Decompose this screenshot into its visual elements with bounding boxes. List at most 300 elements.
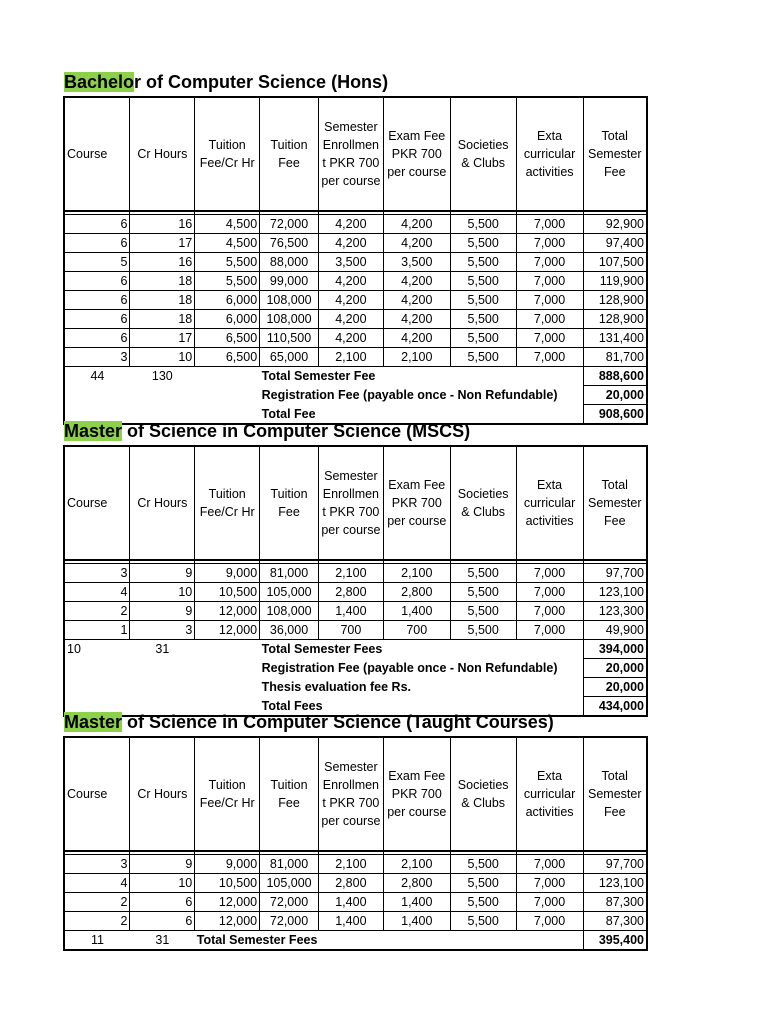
cell-course: 2 xyxy=(64,893,130,912)
summary-label: Thesis evaluation fee Rs. xyxy=(261,680,411,694)
taught-title-rest: of Science in Computer Science (Taught Courses) xyxy=(122,712,554,732)
cell-extra: 7,000 xyxy=(516,564,583,583)
cell-tuition-fee: 81,000 xyxy=(260,564,319,583)
header-extra-curricular xyxy=(516,97,583,211)
taught-body xyxy=(64,851,647,950)
summary-value: 20,000 xyxy=(583,678,647,697)
empty-cell xyxy=(195,367,260,386)
cell-enrollment: 1,400 xyxy=(318,912,383,931)
header-line: Enrollmen xyxy=(322,778,380,792)
summary-row xyxy=(64,678,647,697)
header-total-semester-fee xyxy=(583,737,647,851)
cell-exam-fee: 4,200 xyxy=(383,215,450,234)
cell-course: 3 xyxy=(64,348,130,367)
cell-cr-hours: 10 xyxy=(130,348,195,367)
cell-tuition-rate: 12,000 xyxy=(195,621,260,640)
header-tuition-fee xyxy=(260,97,319,211)
cell-course: 6 xyxy=(64,329,130,348)
cell-extra: 7,000 xyxy=(516,215,583,234)
header-extra-curricular xyxy=(516,446,583,560)
total-courses: 11 xyxy=(64,931,130,951)
table-row xyxy=(64,564,647,583)
header-line: Tuition xyxy=(208,138,246,152)
total-courses: 10 xyxy=(64,640,130,659)
header-line: Enrollmen xyxy=(322,487,380,501)
summary-label: Total Fee xyxy=(260,405,583,425)
header-course: Course xyxy=(64,97,130,211)
cell-societies: 5,500 xyxy=(450,272,516,291)
cell-extra: 7,000 xyxy=(516,272,583,291)
cell-exam-fee: 2,100 xyxy=(383,855,450,874)
cell-exam-fee: 4,200 xyxy=(383,329,450,348)
summary-value: 395,400 xyxy=(583,931,647,951)
header-line: & Clubs xyxy=(461,505,506,519)
header-line: Semester xyxy=(588,496,642,510)
header-row xyxy=(64,737,647,851)
header-line: per course xyxy=(321,523,381,537)
header-course: Course xyxy=(64,737,130,851)
header-line: t PKR 700 xyxy=(322,505,380,519)
cell-enrollment: 2,100 xyxy=(318,564,383,583)
cell-course: 6 xyxy=(64,272,130,291)
table-row xyxy=(64,291,647,310)
header-line: t PKR 700 xyxy=(322,156,380,170)
cell-enrollment: 4,200 xyxy=(318,310,383,329)
cell-societies: 5,500 xyxy=(450,329,516,348)
cell-exam-fee: 2,100 xyxy=(383,348,450,367)
cell-societies: 5,500 xyxy=(450,855,516,874)
cell-societies: 5,500 xyxy=(450,621,516,640)
cell-extra: 7,000 xyxy=(516,912,583,931)
total-cr-hours: 130 xyxy=(151,369,173,384)
table-row xyxy=(64,874,647,893)
header-line: PKR 700 xyxy=(391,496,442,510)
cell-tuition-rate: 12,000 xyxy=(195,912,260,931)
cell-total: 131,400 xyxy=(583,329,647,348)
cell-tuition-fee: 88,000 xyxy=(260,253,319,272)
header-line: Exam Fee xyxy=(388,478,446,492)
taught-header xyxy=(64,737,647,851)
header-line: Enrollmen xyxy=(322,138,380,152)
header-line: Exta xyxy=(537,769,563,783)
header-line: Exta xyxy=(537,478,563,492)
cell-course: 2 xyxy=(64,912,130,931)
table-row xyxy=(64,234,647,253)
total-cr-hours: 31 xyxy=(155,642,170,657)
cell-tuition-rate: 6,000 xyxy=(195,310,260,329)
cell-tuition-fee: 76,500 xyxy=(260,234,319,253)
table-row xyxy=(64,621,647,640)
table-row xyxy=(64,893,647,912)
table-row xyxy=(64,329,647,348)
header-line: per course xyxy=(321,814,381,828)
cell-extra: 7,000 xyxy=(516,329,583,348)
header-line: Societies xyxy=(457,778,509,792)
cell-exam-fee: 1,400 xyxy=(383,893,450,912)
header-enrollment xyxy=(318,97,383,211)
header-tuition-rate xyxy=(195,97,260,211)
header-line: Fee xyxy=(278,505,300,519)
header-line: Exta xyxy=(537,129,563,143)
bcs-header xyxy=(64,97,647,211)
cell-exam-fee: 4,200 xyxy=(383,272,450,291)
cell-cr-hours: 9 xyxy=(130,564,195,583)
header-line: curricular xyxy=(523,787,576,801)
cell-extra: 7,000 xyxy=(516,621,583,640)
summary-row xyxy=(64,931,647,951)
cell-extra: 7,000 xyxy=(516,253,583,272)
cell-enrollment: 1,400 xyxy=(318,602,383,621)
header-exam-fee xyxy=(383,446,450,560)
cell-societies: 5,500 xyxy=(450,874,516,893)
header-line: & Clubs xyxy=(461,156,506,170)
mscs-body xyxy=(64,560,647,716)
cell-tuition-fee: 105,000 xyxy=(260,583,319,602)
cell-tuition-fee: 65,000 xyxy=(260,348,319,367)
header-line: Tuition xyxy=(208,778,246,792)
bcs-fee-table xyxy=(63,96,648,425)
table-row xyxy=(64,855,647,874)
header-line: Fee xyxy=(278,796,300,810)
mscs-title-rest: of Science in Computer Science (MSCS) xyxy=(122,421,471,441)
header-line: PKR 700 xyxy=(391,787,442,801)
header-line: per course xyxy=(387,165,447,179)
taught-fee-table xyxy=(63,736,648,951)
cell-cr-hours: 16 xyxy=(130,215,195,234)
cell-cr-hours: 6 xyxy=(130,893,195,912)
cell-course: 5 xyxy=(64,253,130,272)
cell-enrollment: 4,200 xyxy=(318,329,383,348)
table-row xyxy=(64,310,647,329)
header-line: Fee xyxy=(603,165,626,179)
summary-label: Total Semester Fee xyxy=(261,369,376,384)
cell-tuition-fee: 72,000 xyxy=(260,893,319,912)
summary-row xyxy=(64,659,647,678)
cell-total: 92,900 xyxy=(583,215,647,234)
summary-label: Registration Fee (payable once - Non Refundable) xyxy=(261,388,558,402)
summary-value: 20,000 xyxy=(583,386,647,405)
cell-course: 6 xyxy=(64,310,130,329)
cell-cr-hours: 18 xyxy=(130,310,195,329)
header-line: activities xyxy=(525,165,574,179)
bcs-title-rest: r of Computer Science (Hons) xyxy=(134,72,389,92)
cell-course: 6 xyxy=(64,215,130,234)
cell-enrollment: 2,800 xyxy=(318,874,383,893)
cell-tuition-rate: 6,500 xyxy=(195,348,260,367)
header-enrollment xyxy=(318,446,383,560)
cell-enrollment: 2,800 xyxy=(318,583,383,602)
summary-label: Total Semester Fees xyxy=(261,642,383,657)
cell-cr-hours: 17 xyxy=(130,234,195,253)
header-line: Total xyxy=(601,129,628,143)
cell-total: 49,900 xyxy=(583,621,647,640)
cell-tuition-fee: 108,000 xyxy=(260,291,319,310)
cell-exam-fee: 2,100 xyxy=(383,564,450,583)
cell-extra: 7,000 xyxy=(516,348,583,367)
summary-value: 20,000 xyxy=(583,659,647,678)
cell-extra: 7,000 xyxy=(516,583,583,602)
total-courses: 44 xyxy=(64,367,130,386)
cell-enrollment: 2,100 xyxy=(318,855,383,874)
empty-cell xyxy=(130,659,195,678)
cell-societies: 5,500 xyxy=(450,912,516,931)
cell-extra: 7,000 xyxy=(516,855,583,874)
summary-value: 394,000 xyxy=(583,640,647,659)
header-extra-curricular xyxy=(516,737,583,851)
cell-tuition-fee: 72,000 xyxy=(260,912,319,931)
cell-extra: 7,000 xyxy=(516,874,583,893)
table-row xyxy=(64,272,647,291)
empty-cell xyxy=(195,386,260,405)
header-cr-hours: Cr Hours xyxy=(130,446,195,560)
table-row xyxy=(64,348,647,367)
cell-extra: 7,000 xyxy=(516,291,583,310)
cell-cr-hours: 3 xyxy=(130,621,195,640)
cell-tuition-rate: 10,500 xyxy=(195,874,260,893)
cell-enrollment: 4,200 xyxy=(318,272,383,291)
summary-row xyxy=(64,367,647,386)
cell-societies: 5,500 xyxy=(450,215,516,234)
header-total-semester-fee xyxy=(583,446,647,560)
cell-enrollment: 1,400 xyxy=(318,893,383,912)
cell-tuition-rate: 6,500 xyxy=(195,329,260,348)
cell-societies: 5,500 xyxy=(450,291,516,310)
header-exam-fee xyxy=(383,97,450,211)
header-line: Fee/Cr Hr xyxy=(199,505,255,519)
cell-tuition-rate: 10,500 xyxy=(195,583,260,602)
mscs-title xyxy=(64,419,470,444)
cell-course: 4 xyxy=(64,583,130,602)
header-line: activities xyxy=(525,514,574,528)
header-line: Fee/Cr Hr xyxy=(199,156,255,170)
cell-societies: 5,500 xyxy=(450,348,516,367)
empty-cell xyxy=(64,678,130,697)
cell-tuition-rate: 12,000 xyxy=(195,893,260,912)
taught-title-highlight: Master xyxy=(64,712,123,732)
header-line: Semester xyxy=(588,147,642,161)
empty-cell xyxy=(64,386,130,405)
cell-enrollment: 700 xyxy=(318,621,383,640)
cell-total: 119,900 xyxy=(583,272,647,291)
empty-cell xyxy=(64,659,130,678)
header-line: per course xyxy=(387,805,447,819)
bcs-body xyxy=(64,211,647,424)
header-line: Tuition xyxy=(270,487,308,501)
cell-tuition-fee: 72,000 xyxy=(260,215,319,234)
summary-row xyxy=(64,386,647,405)
cell-exam-fee: 1,400 xyxy=(383,602,450,621)
header-line: curricular xyxy=(523,496,576,510)
empty-cell xyxy=(195,659,260,678)
cell-exam-fee: 2,800 xyxy=(383,874,450,893)
cell-exam-fee: 2,800 xyxy=(383,583,450,602)
mscs-header xyxy=(64,446,647,560)
cell-tuition-fee: 36,000 xyxy=(260,621,319,640)
cell-tuition-rate: 4,500 xyxy=(195,215,260,234)
bcs-title xyxy=(64,70,388,95)
cell-course: 3 xyxy=(64,855,130,874)
header-tuition-rate xyxy=(195,446,260,560)
header-line: Semester xyxy=(588,787,642,801)
header-line: t PKR 700 xyxy=(322,796,380,810)
cell-societies: 5,500 xyxy=(450,602,516,621)
header-line: Exam Fee xyxy=(388,769,446,783)
cell-societies: 5,500 xyxy=(450,234,516,253)
header-line: Semester xyxy=(324,760,378,774)
cell-tuition-fee: 110,500 xyxy=(260,329,319,348)
empty-cell xyxy=(130,678,195,697)
cell-total: 81,700 xyxy=(583,348,647,367)
header-cr-hours: Cr Hours xyxy=(130,737,195,851)
cell-cr-hours: 10 xyxy=(130,874,195,893)
cell-total: 97,700 xyxy=(583,855,647,874)
cell-extra: 7,000 xyxy=(516,310,583,329)
cell-course: 1 xyxy=(64,621,130,640)
cell-tuition-fee: 81,000 xyxy=(260,855,319,874)
cell-exam-fee: 1,400 xyxy=(383,912,450,931)
cell-societies: 5,500 xyxy=(450,310,516,329)
cell-total: 97,700 xyxy=(583,564,647,583)
summary-row xyxy=(64,640,647,659)
cell-tuition-rate: 5,500 xyxy=(195,272,260,291)
cell-tuition-rate: 9,000 xyxy=(195,855,260,874)
summary-value: 908,600 xyxy=(583,405,647,425)
empty-cell xyxy=(195,640,260,659)
header-line: Total xyxy=(601,769,628,783)
cell-tuition-rate: 9,000 xyxy=(195,564,260,583)
cell-societies: 5,500 xyxy=(450,893,516,912)
header-line: Fee xyxy=(278,156,300,170)
cell-extra: 7,000 xyxy=(516,602,583,621)
cell-tuition-fee: 99,000 xyxy=(260,272,319,291)
cell-societies: 5,500 xyxy=(450,253,516,272)
cell-total: 97,400 xyxy=(583,234,647,253)
cell-tuition-rate: 12,000 xyxy=(195,602,260,621)
cell-course: 3 xyxy=(64,564,130,583)
table-row xyxy=(64,253,647,272)
cell-exam-fee: 700 xyxy=(383,621,450,640)
header-line: Tuition xyxy=(270,138,308,152)
cell-extra: 7,000 xyxy=(516,893,583,912)
cell-total: 123,100 xyxy=(583,874,647,893)
mscs-fee-table xyxy=(63,445,648,717)
cell-cr-hours: 9 xyxy=(130,855,195,874)
header-line: per course xyxy=(387,514,447,528)
cell-societies: 5,500 xyxy=(450,564,516,583)
cell-cr-hours: 10 xyxy=(130,583,195,602)
header-row xyxy=(64,97,647,211)
cell-cr-hours: 9 xyxy=(130,602,195,621)
header-line: Fee/Cr Hr xyxy=(199,796,255,810)
header-line: Societies xyxy=(457,138,509,152)
cell-cr-hours: 18 xyxy=(130,272,195,291)
cell-exam-fee: 4,200 xyxy=(383,291,450,310)
empty-cell xyxy=(195,678,260,697)
cell-tuition-fee: 105,000 xyxy=(260,874,319,893)
header-line: Semester xyxy=(324,120,378,134)
cell-exam-fee: 3,500 xyxy=(383,253,450,272)
cell-tuition-fee: 108,000 xyxy=(260,602,319,621)
header-line: Total xyxy=(601,478,628,492)
summary-label: Total Semester Fees xyxy=(195,931,583,951)
header-line: Semester xyxy=(324,469,378,483)
cell-societies: 5,500 xyxy=(450,583,516,602)
summary-value: 888,600 xyxy=(583,367,647,386)
total-cr-hours: 31 xyxy=(130,931,195,951)
header-tuition-fee xyxy=(260,446,319,560)
cell-tuition-fee: 108,000 xyxy=(260,310,319,329)
cell-enrollment: 4,200 xyxy=(318,234,383,253)
cell-course: 6 xyxy=(64,291,130,310)
cell-cr-hours: 6 xyxy=(130,912,195,931)
cell-cr-hours: 18 xyxy=(130,291,195,310)
bcs-title-highlight: Bachelo xyxy=(64,72,135,92)
cell-extra: 7,000 xyxy=(516,234,583,253)
header-line: curricular xyxy=(523,147,576,161)
header-line: Tuition xyxy=(208,487,246,501)
summary-label: Registration Fee (payable once - Non Refundable) xyxy=(261,661,558,675)
header-tuition-rate xyxy=(195,737,260,851)
cell-exam-fee: 4,200 xyxy=(383,234,450,253)
header-tuition-fee xyxy=(260,737,319,851)
header-line: PKR 700 xyxy=(391,147,442,161)
cell-course: 2 xyxy=(64,602,130,621)
cell-enrollment: 4,200 xyxy=(318,291,383,310)
header-exam-fee xyxy=(383,737,450,851)
cell-cr-hours: 16 xyxy=(130,253,195,272)
header-societies xyxy=(450,446,516,560)
cell-enrollment: 4,200 xyxy=(318,215,383,234)
table-row xyxy=(64,602,647,621)
cell-tuition-rate: 5,500 xyxy=(195,253,260,272)
header-line: & Clubs xyxy=(461,796,506,810)
summary-value: 434,000 xyxy=(583,697,647,717)
cell-course: 6 xyxy=(64,234,130,253)
cell-total: 123,100 xyxy=(583,583,647,602)
taught-title xyxy=(64,710,554,735)
header-course: Course xyxy=(64,446,130,560)
header-row xyxy=(64,446,647,560)
cell-total: 128,900 xyxy=(583,291,647,310)
header-societies xyxy=(450,97,516,211)
summary-label: Total Fees xyxy=(260,697,583,717)
header-line: activities xyxy=(525,805,574,819)
header-total-semester-fee xyxy=(583,97,647,211)
cell-tuition-rate: 4,500 xyxy=(195,234,260,253)
cell-cr-hours: 17 xyxy=(130,329,195,348)
table-row xyxy=(64,583,647,602)
empty-cell xyxy=(130,386,195,405)
cell-tuition-rate: 6,000 xyxy=(195,291,260,310)
table-row xyxy=(64,912,647,931)
header-line: Fee xyxy=(603,805,626,819)
mscs-title-highlight: Master xyxy=(64,421,123,441)
cell-total: 107,500 xyxy=(583,253,647,272)
header-societies xyxy=(450,737,516,851)
cell-total: 87,300 xyxy=(583,893,647,912)
header-cr-hours: Cr Hours xyxy=(130,97,195,211)
cell-total: 123,300 xyxy=(583,602,647,621)
header-enrollment xyxy=(318,737,383,851)
cell-exam-fee: 4,200 xyxy=(383,310,450,329)
header-line: Tuition xyxy=(270,778,308,792)
header-line: Fee xyxy=(603,514,626,528)
cell-total: 87,300 xyxy=(583,912,647,931)
cell-course: 4 xyxy=(64,874,130,893)
header-line: Exam Fee xyxy=(388,129,446,143)
table-row xyxy=(64,215,647,234)
header-line: per course xyxy=(321,174,381,188)
